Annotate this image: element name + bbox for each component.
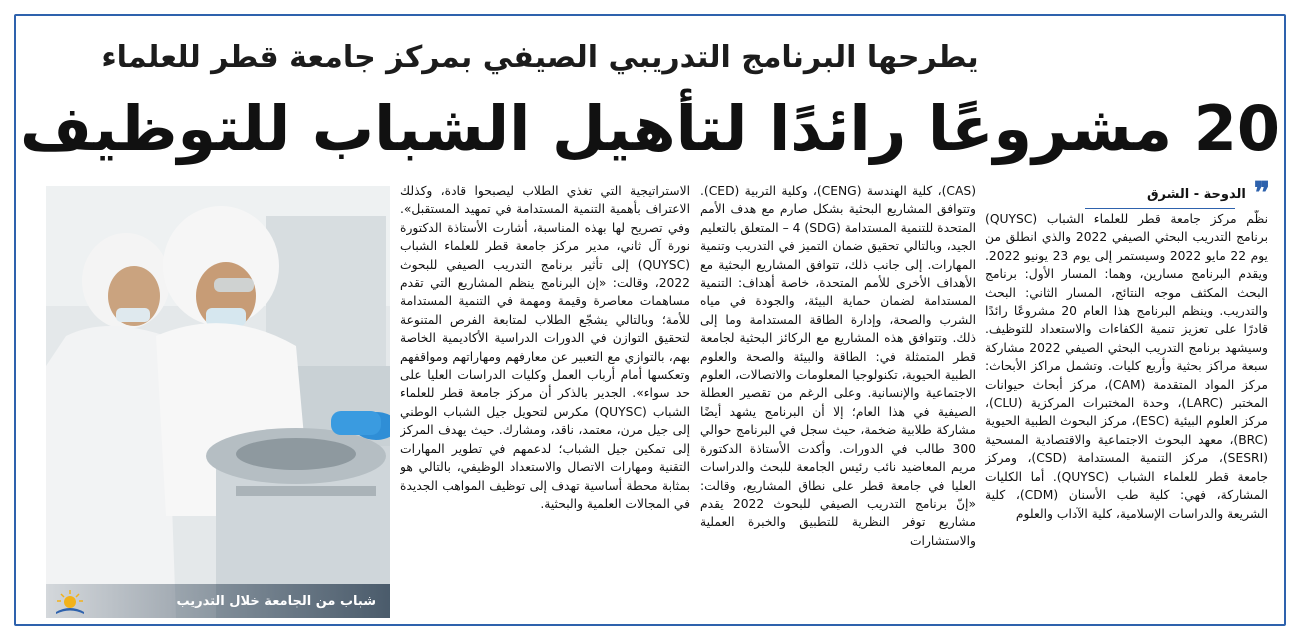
photo-caption-bar (46, 584, 390, 618)
article-column-1 (985, 210, 1268, 624)
photo-caption: شباب من الجامعة خلال التدريب (176, 593, 376, 609)
column-2-text: (CAS)، كلية الهندسة (CENG)، وكلية التربية (CED). وتتوافق المشاريع البحثية بشكل صارم مع هدف الأمم المتحدة للتنمية المستدامة (SDG) 4 – المتعلق بالتعليم الجيد، وبالتالي تحقيق ضمان التميز في التدريب وتنمية المهارات. إلى جانب ذلك، تتوافق المشاريع البحثية مع الأهداف الأخرى للأمم المتحدة، خاصة أهداف: التنمية المستدامة لضمان حماية البيئة، والجودة في مياه الشرب والصحة، وإدارة الطاقة المستدامة وما إلى ذلك. وتتوافق هذه المشاريع مع الركائز البحثية لجامعة قطر المتمثلة في: الطاقة والبيئة والصحة والعلوم الطبية الحيوية، تكنولوجيا المعلومات والاتصالات، العلوم الاجتماعية والإنسانية. وعلى الرغم من تقصير العطلة الصيفية في هذا العام؛ إلا أن البرنامج يشهد أيضًا مشاركة طلابية ضخمة، حيث سجل في البرنامج حوالي 300 طالب في الدورات. وأكدت الأستاذة الدكتورة مريم المعاضيد نائب رئيس الجامعة للبحث والدراسات العليا في جامعة قطر على نطاق المشاريع، وقالت: «إنّ برنامج التدريب الصيفي للبحوث 2022 يقدم مشاريع توفر النظرية للتطبيق والخبرة العملية والاستشارات (700, 184, 976, 548)
quote-icon: ❞ (1253, 176, 1270, 211)
article-kicker: يطرحها البرنامج التدريبي الصيفي بمركز جامعة قطر للعلماء (101, 40, 979, 75)
article-column-3 (400, 182, 690, 622)
article-column-2 (700, 182, 976, 622)
lab-scene-illustration (46, 186, 390, 618)
byline-divider (1085, 208, 1235, 209)
sunrise-book-logo (52, 586, 88, 616)
article-headline: 20 مشروعًا رائدًا لتأهيل الشباب للتوظيف (19, 92, 1280, 165)
column-3-text: الاستراتيجية التي تغذي الطلاب ليصبحوا قادة، وكذلك الاعتراف بأهمية التنمية المستدامة في تمهيد المستقبل». وفي تصريح لها بهذه المناسبة، أشارت الأستاذة الدكتورة نورة آل ثاني، مدير مركز جامعة قطر للعلماء الشباب (QUYSC) إلى تأثير برنامج التدريب الصيفي للبحوث 2022، وقالت: «إن البرنامج ينظم المشاريع التي تقدم مساهمات معاصرة وقيمة ومهمة في التنمية المستدامة للأمة؛ وبالتالي يشجّع الطلاب لمتابعة الفرص المتنوعة لتحقيق التوازن في الدورات الدراسية الأكاديمية الخاصة بهم، بالتوازي مع التعبير عن معارفهم ومهاراتهم ومواقفهم وتعكسها أمام أرباب العمل وكليات الدراسات العليا على حد سواء». الجدير بالذكر أن مركز جامعة قطر للعلماء الشباب (QUYSC) مكرس لتحويل جيل الشباب الوطني إلى جيل مرن، معتمد، ناقد، ومشارك. حيث يهدف المركز إلى تمكين جيل الشباب؛ لدعمهم في تطوير المهارات التقنية ومهارات الاتصال والاستعداد الوظيفي، بالتالي هو بمثابة محطة أساسية تهدف إلى توظيف المواهب الجديدة في المجالات العلمية والبحثية. (400, 184, 690, 511)
column-1-text: نظّم مركز جامعة قطر للعلماء الشباب (QUYSC) برنامج التدريب البحثي الصيفي 2022 والذي انطلق من يوم 22 مايو 2022 وسيستمر إلى يوم 23 يونيو 2022. ويقدم البرنامج مسارين، وهما: المسار الأول: برنامج البحث المكثف موجه النتائج، المسار الثاني: البحث والتدريب. وينظم البرنامج هذا العام 20 مشروعًا رائدًا قادرًا على تعزيز تنمية الكفاءات والاستعداد للتوظيف. وسيشهد برنامج التدريب البحثي الصيفي 2022 مشاركة سبعة مراكز بحثية وأربع كليات. وتشمل مراكز الأبحاث: مركز المواد المتقدمة (CAM)، مركز أبحاث حيوانات المختبر (LARC)، وحدة المختبرات المركزية (CLU)، مركز العلوم البيئية (ESC)، مركز البحوث الطبية الحيوية (BRC)، معهد البحوث الاجتماعية والاقتصادية المسحية (SESRI)، مركز التنمية المستدامة (CSD)، ومركز جامعة قطر للعلماء الشباب (QUYSC). أما الكليات المشاركة، فهي: كلية طب الأسنان (CDM)، كلية الشريعة والدراسات الإسلامية، كلية الآداب والعلوم (985, 212, 1268, 521)
byline-text: الدوحة - الشرق (1146, 186, 1246, 202)
article-photo (46, 186, 390, 618)
byline (1080, 176, 1270, 211)
